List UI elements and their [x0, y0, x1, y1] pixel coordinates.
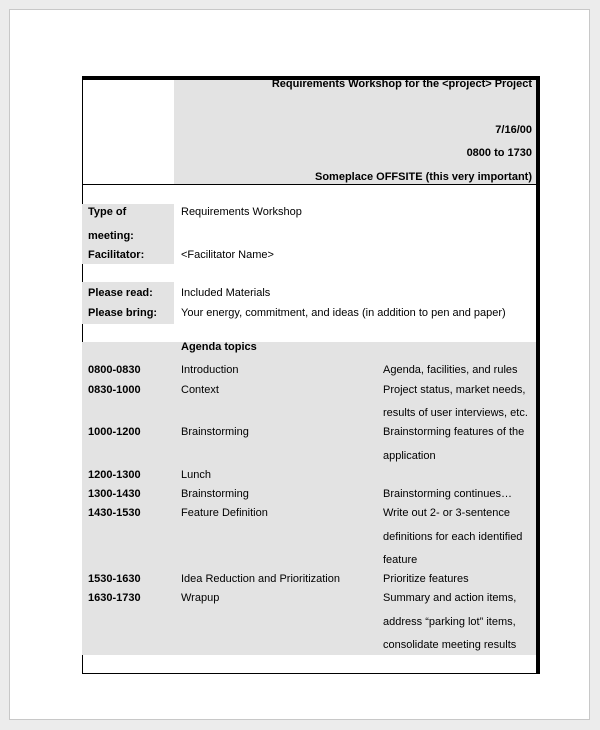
- header-divider: [82, 184, 536, 185]
- agenda-topic: Introduction: [181, 364, 239, 376]
- type-of-meeting-label-cont: meeting:: [88, 230, 134, 242]
- agenda-heading: Agenda topics: [181, 341, 257, 353]
- agenda-topic: Idea Reduction and Prioritization: [181, 573, 340, 585]
- agenda-note: Brainstorming features of the: [383, 426, 525, 438]
- please-bring-label: Please bring:: [88, 307, 158, 319]
- agenda-topic: Wrapup: [181, 592, 220, 604]
- agenda-note: results of user interviews, etc.: [383, 407, 528, 419]
- facilitator-value: <Facilitator Name>: [181, 249, 274, 261]
- agenda-topic: Feature Definition: [181, 507, 268, 519]
- agenda-topic: Lunch: [181, 469, 211, 481]
- agenda-note: Write out 2- or 3-sentence: [383, 507, 510, 519]
- agenda-note: Prioritize features: [383, 573, 469, 585]
- agenda-note: consolidate meeting results: [383, 639, 517, 651]
- agenda-note: Agenda, facilities, and rules: [383, 364, 518, 376]
- page: [9, 9, 590, 720]
- agenda-note: Project status, market needs,: [383, 384, 526, 396]
- bottom-border: [82, 673, 538, 674]
- agenda-topic: Brainstorming: [181, 488, 249, 500]
- agenda-time: 0830-1000: [88, 384, 141, 396]
- type-of-meeting-value: Requirements Workshop: [181, 206, 302, 218]
- please-bring-value: Your energy, commitment, and ideas (in addition to pen and paper): [181, 307, 506, 319]
- agenda-note: address “parking lot” items,: [383, 616, 516, 628]
- please-read-label: Please read:: [88, 287, 153, 299]
- agenda-note: Brainstorming continues…: [383, 488, 513, 500]
- meeting-location: Someplace OFFSITE (this very important): [315, 171, 532, 183]
- agenda-time: 1000-1200: [88, 426, 141, 438]
- agenda-time: 0800-0830: [88, 364, 141, 376]
- agenda-note: definitions for each identified: [383, 531, 523, 543]
- please-read-value: Included Materials: [181, 287, 271, 299]
- meeting-date: 7/16/00: [495, 124, 532, 136]
- agenda-topic: Brainstorming: [181, 426, 249, 438]
- facilitator-label: Facilitator:: [88, 249, 145, 261]
- agenda-time: 1430-1530: [88, 507, 141, 519]
- type-of-meeting-label: Type of: [88, 206, 127, 218]
- agenda-topic: Context: [181, 384, 219, 396]
- agenda-note: application: [383, 450, 436, 462]
- header-shading: [174, 80, 536, 184]
- meeting-time: 0800 to 1730: [466, 147, 532, 159]
- right-border: [536, 76, 540, 674]
- agenda-time: 1200-1300: [88, 469, 141, 481]
- meeting-agenda-document: [82, 76, 538, 674]
- agenda-time: 1630-1730: [88, 592, 141, 604]
- agenda-time: 1530-1630: [88, 573, 141, 585]
- workshop-title: Requirements Workshop for the <project> Project: [271, 78, 532, 90]
- agenda-note: feature: [383, 554, 418, 566]
- agenda-note: Summary and action items,: [383, 592, 517, 604]
- agenda-time: 1300-1430: [88, 488, 141, 500]
